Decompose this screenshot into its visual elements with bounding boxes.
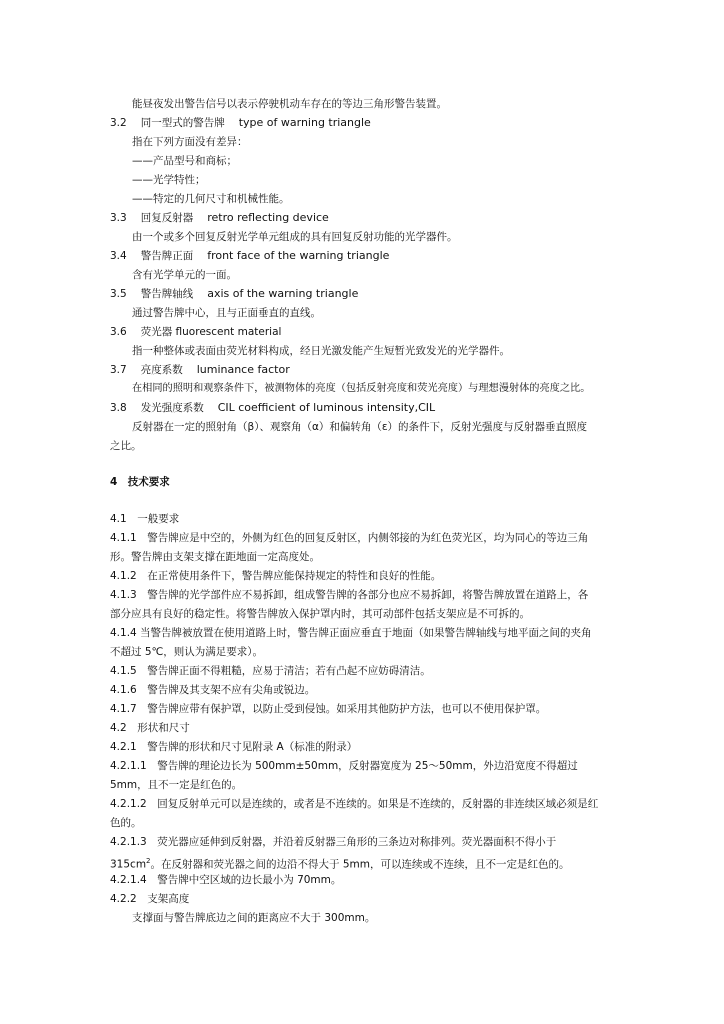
term-cn: 发光强度系数 — [140, 402, 204, 414]
text-line: 不超过 5℃，则认为满足要求）。 — [110, 646, 264, 658]
superscript: 2 — [146, 857, 151, 865]
list-item: ——光学特性； — [132, 174, 206, 186]
term-cn: 警告牌正面 — [140, 250, 194, 262]
section-number: 3.8 — [110, 402, 127, 414]
section-number: 3.2 — [110, 117, 127, 129]
clause-4-1-2: 4.1.2 在正常使用条件下，警告牌应能保持规定的特性和良好的性能。 — [110, 570, 442, 582]
clause-4-1-6: 4.1.6 警告牌及其支架不应有尖角或锐边。 — [110, 684, 316, 696]
clause-4-1-1: 4.1.1 警告牌应是中空的，外侧为红色的回复反射区，内侧邻接的为红色荧光区，均为同心的等边三角 — [110, 532, 589, 544]
text-line: 在相同的照明和观察条件下，被测物体的亮度（包括反射亮度和荧光亮度）与理想漫射体的亮度之比。 — [132, 383, 591, 394]
area-value: 315cm — [110, 858, 147, 871]
clause-4-2: 4.2 形状和尺寸 — [110, 722, 190, 734]
term-en: type of warning triangle — [238, 116, 371, 129]
section-3-3 — [110, 211, 329, 225]
clause-4-1-5: 4.1.5 警告牌正面不得粗糙，应易于清洁；若有凸起不应妨碍清洁。 — [110, 665, 431, 677]
term-cn: 亮度系数 — [140, 364, 183, 376]
section-number: 3.4 — [110, 250, 127, 262]
clause-4-1: 4.1 一般要求 — [110, 513, 180, 525]
text-line: 反射器在一定的照射角（β）、观察角（α）和偏转角（ε）的条件下，反射光强度与反射器垂直照度 — [132, 421, 588, 433]
text-line: 之比。 — [110, 440, 142, 452]
text-line: 支撑面与警告牌底边之间的距离应不大于 300mm。 — [132, 912, 376, 924]
term-cn: 回复反射器 — [140, 212, 194, 224]
term-cn: 同一型式的警告牌 — [140, 117, 225, 129]
term-cn: 警告牌轴线 — [140, 288, 194, 300]
clause-4-1-4: 4.1.4 当警告牌被放置在使用道路上时，警告牌正面应垂直于地面（如果警告牌轴线与地平面之间的夹角 — [110, 627, 592, 639]
text-line: 通过警告牌中心，且与正面垂直的直线。 — [132, 307, 321, 319]
term-en: luminance factor — [196, 363, 290, 376]
term-en: retro reflecting device — [207, 211, 329, 224]
chapter-heading: 4 技术要求 — [110, 476, 170, 488]
term-en: CIL coefficient of luminous intensity,CIL — [217, 401, 436, 414]
list-item: ——特定的几何尺寸和机械性能。 — [132, 193, 290, 205]
section-3-6 — [110, 325, 281, 339]
section-3-4 — [110, 249, 389, 263]
text-line-area — [110, 854, 570, 872]
term-text: 荧光器 fluorescent material — [140, 326, 282, 338]
text-line: 含有光学单元的一面。 — [132, 269, 237, 281]
list-item: ——产品型号和商标； — [132, 155, 237, 167]
clause-4-2-1-3: 4.2.1.3 荧光器应延伸到反射器，并沿着反射器三角形的三条边对称排列。荧光器面积不得小于 — [110, 836, 557, 848]
clause-4-1-7: 4.1.7 警告牌应带有保护罩，以防止受到侵蚀。如采用其他防护方法，也可以不使用保护罩。 — [110, 703, 547, 715]
section-number: 3.5 — [110, 288, 127, 300]
clause-4-2-2: 4.2.2 支架高度 — [110, 893, 190, 905]
text-rest: 。在反射器和荧光器之间的边沿不得大于 5mm，可以连续或不连续，且不一定是红色的。 — [150, 858, 570, 871]
term-en: axis of the warning triangle — [207, 287, 359, 300]
text-line: 部分应具有良好的稳定性。将警告牌放入保护罩内时，其可动部件包括支架应是不可拆的。 — [110, 608, 530, 620]
clause-4-2-1-4: 4.2.1.4 警告牌中空区域的边长最小为 70mm。 — [110, 874, 342, 886]
text-line: 5mm，且不一定是红色的。 — [110, 779, 243, 791]
section-number: 3.7 — [110, 364, 127, 376]
section-3-8 — [110, 401, 435, 415]
clause-4-2-1-1: 4.2.1.1 警告牌的理论边长为 500mm±50mm，反射器宽度为 25～50mm，外边沿宽度不得超过 — [110, 760, 578, 772]
text-line: 由一个或多个回复反射光学单元组成的具有回复反射功能的光学器件。 — [132, 231, 458, 243]
section-number: 3.6 — [110, 326, 127, 338]
text-line: 能昼夜发出警告信号以表示停驶机动车存在的等边三角形警告装置。 — [132, 98, 447, 110]
section-3-7 — [110, 363, 290, 377]
text-line: 指一种整体或表面由荧光材料构成，经日光激发能产生短暂光致发光的光学器件。 — [132, 345, 510, 357]
clause-4-2-1-2: 4.2.1.2 回复反射单元可以是连续的，或者是不连续的。如果是不连续的，反射器的非连续区域必须是红 — [110, 798, 599, 810]
text-line: 指在下列方面没有差异： — [132, 136, 248, 148]
clause-4-2-1: 4.2.1 警告牌的形状和尺寸见附录 A（标准的附录） — [110, 741, 358, 753]
clause-4-1-3: 4.1.3 警告牌的光学部件应不易拆卸，组成警告牌的各部分也应不易拆卸，将警告牌放置在道路上，各 — [110, 589, 589, 601]
section-3-2 — [110, 116, 371, 130]
term-en: front face of the warning triangle — [207, 249, 390, 262]
text-line: 形。警告牌由支架支撑在距地面一定高度处。 — [110, 551, 320, 563]
section-3-5 — [110, 287, 358, 301]
section-number: 3.3 — [110, 212, 127, 224]
text-line: 色的。 — [110, 817, 142, 829]
